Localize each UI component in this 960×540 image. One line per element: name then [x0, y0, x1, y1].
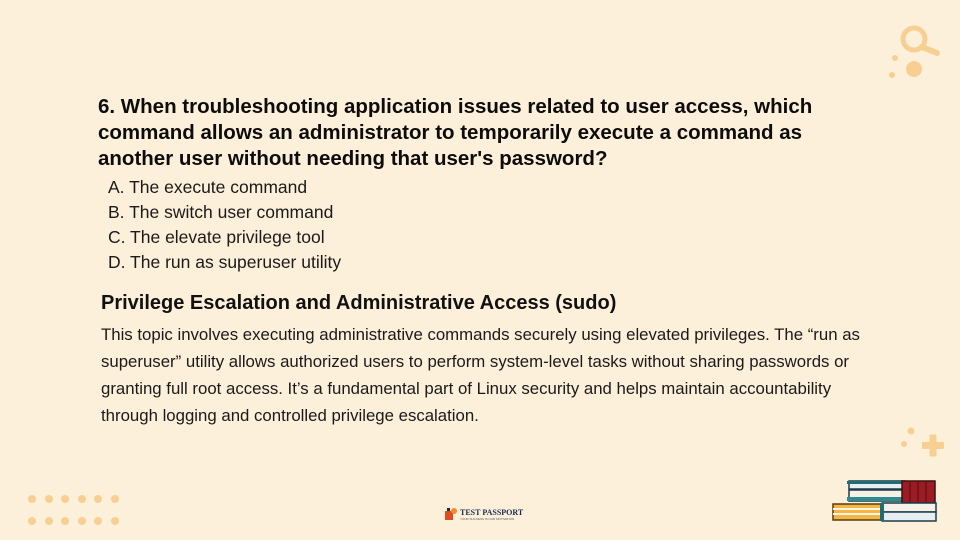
plus-decoration-icon [896, 424, 948, 464]
answer-options [108, 175, 341, 275]
option-a: A. The execute command [108, 177, 308, 197]
option-d: D. The run as superuser utility [108, 252, 342, 272]
question-text: 6. When troubleshooting application issues related to user access, which command allows an administrator to temporarily execute a command as another user without needing that user's password? [98, 95, 813, 170]
books-stack-icon [830, 478, 940, 524]
test-passport-logo [444, 507, 523, 521]
logo-tagline: YOUR SUCCESS IS OUR MOTIVATION [460, 516, 515, 521]
option-c: C. The elevate privilege tool [108, 227, 325, 247]
option-b: B. The switch user command [108, 202, 334, 222]
logo-mark-icon [444, 507, 458, 521]
logo-name: TEST PASSPORT [460, 507, 524, 517]
dots-decoration [28, 495, 128, 539]
topic-body: This topic involves executing administrative commands securely using elevated privileges. The “run as superuser” utility allows authorized users to perform system-level tasks without sharing passwords or granting full root access. It’s a fundamental part of Linux security and helps maintain accountability through logging and controlled privilege escalation. [101, 325, 860, 425]
topic-title: Privilege Escalation and Administrative Access (sudo) [101, 292, 617, 314]
magnifier-decoration-icon [884, 18, 954, 84]
